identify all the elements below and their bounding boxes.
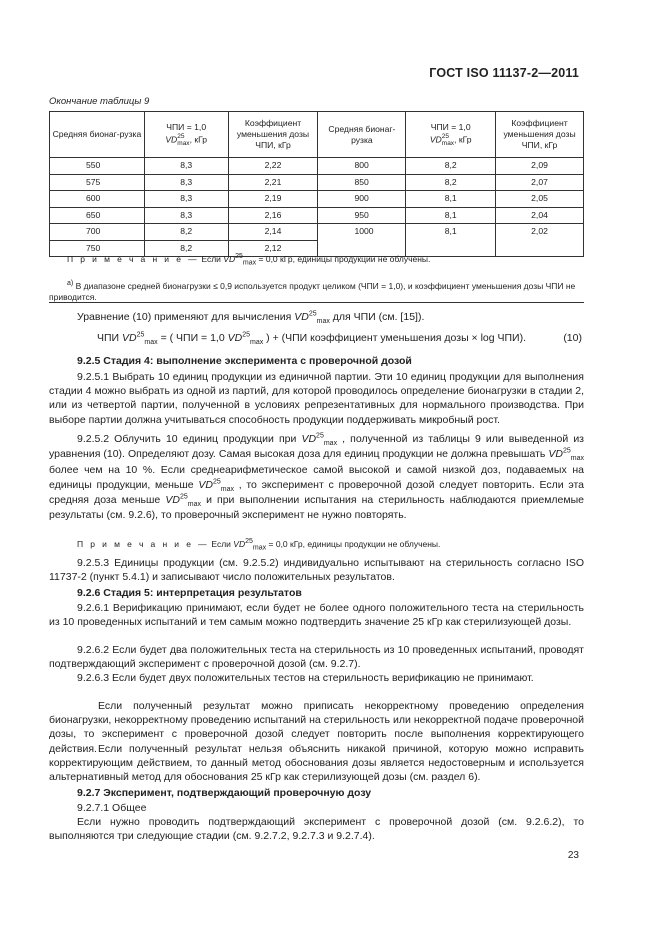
paragraph-9-2-7-1: Если нужно проводить подтверждающий эксперимент с проверочной дозой (см. 9.2.6.2), то выполняются три следующие стадии (см. 9.2.7.2, 9.2.7.3 и 9.2.7.4).: [49, 816, 584, 843]
equation-intro: Уравнение (10) применяют для вычисления $VD^{25}_{max}$ для ЧПИ (см. [15]).: [77, 310, 425, 326]
cell: 2,07: [496, 174, 584, 191]
cell: 800: [318, 158, 406, 175]
table-row: [50, 158, 584, 175]
table-row: [50, 174, 584, 191]
cell: 8,1: [406, 224, 496, 257]
document-header: ГОСТ ISO 11137-2—2011: [429, 66, 579, 80]
table-row: [50, 191, 584, 208]
cell: 2,14: [228, 224, 318, 241]
formula-10: ЧПИ $VD^{25}_{max}$ = ( ЧПИ = 1,0 $VD^{25}_{max}$ ) + (ЧПИ коэффициент уменьшения дозы × log ЧПИ).: [97, 331, 527, 347]
page-number: 23: [567, 850, 579, 861]
section-9-2-7-title: 9.2.7 Эксперимент, подтверждающий проверочную дозу: [77, 787, 372, 799]
cell: 750: [50, 240, 145, 257]
paragraph-9-2-5-1: 9.2.5.1 Выбрать 10 единиц продукции из единичной партии. Эти 10 единиц продукции для выполнения стадии 4 можно выбрать из одной из партий, для которой проводилось определение бионагрузки в стадии 2, или из четвертой партии, полученной в условиях репрезентативных для нормального производства. При выборе партии должна учитываться способность продукции поддерживать микробный рост.: [49, 371, 584, 426]
cell: 2,02: [496, 224, 584, 257]
cell: 575: [50, 174, 145, 191]
table-bottom-rule: [49, 302, 584, 303]
cell: 900: [318, 191, 406, 208]
cell: 600: [50, 191, 145, 208]
cell: 8,2: [406, 174, 496, 191]
cell: 8,3: [144, 191, 228, 208]
table-footnote: $^{a)}$ В диапазоне средней бионагрузки ≤ 0,9 используется продукт целиком (ЧПИ = 1,0), и коэффициент уменьшения дозы ЧПИ не приводится.: [49, 280, 576, 302]
cell: 8,2: [406, 158, 496, 175]
col-header-bioburden-2: Средняя бионаг-рузка: [318, 112, 406, 158]
col-header-vd-2: ЧПИ = 1,0 VD25 max, кГр: [406, 112, 496, 158]
cell: 2,05: [496, 191, 584, 208]
table-9: [49, 111, 584, 257]
cell: 650: [50, 207, 145, 224]
cell: 8,1: [406, 207, 496, 224]
cell: 8,1: [406, 191, 496, 208]
paragraph-9-2-6-1: 9.2.6.1 Верификацию принимают, если будет не более одного положительного теста на стерильность из 10 проведенных испытаний и тем самым можно подтвердить значение 25 кГр как стерилизующей дозы.: [49, 602, 584, 629]
cell: 1000: [318, 224, 406, 257]
cell: 550: [50, 158, 145, 175]
cell: 2,04: [496, 207, 584, 224]
section-9-2-6-title: 9.2.6 Стадия 5: интерпретация результатов: [77, 587, 302, 599]
cell: 2,09: [496, 158, 584, 175]
cell: 8,2: [144, 240, 228, 257]
cell: 700: [50, 224, 145, 241]
cell: 850: [318, 174, 406, 191]
cell: 2,19: [228, 191, 318, 208]
table-row: [50, 207, 584, 224]
cell: 2,12: [228, 240, 318, 257]
col-header-vd: ЧПИ = 1,0 VD25 max, кГр: [144, 112, 228, 158]
cell: 2,21: [228, 174, 318, 191]
paragraph-remedy: Если полученный результат можно приписать некорректному проведению определения бионагрузки, некорректному проведению испытаний на стерильность или некорректной подаче проверочной дозы, то эксперимент с проверочной дозой следует повторить после выполнения корректирующего действия.: [49, 700, 584, 755]
paragraph-9-2-5-3: 9.2.5.3 Единицы продукции (см. 9.2.5.2) индивидуально испытывают на стерильность согласно ISO 11737-2 (пункт 5.4.1) и записывают число положительных результатов.: [49, 557, 584, 584]
formula-number: (10): [563, 332, 582, 344]
cell: 2,22: [228, 158, 318, 175]
paragraph-9-2-6-2: 9.2.6.2 Если будет два положительных теста на стерильность из 10 проведенных испытаний, проводят подтверждающий эксперимент с проверочной дозой (см. 9.2.7).: [49, 644, 584, 671]
cell: 8,3: [144, 174, 228, 191]
section-9-2-5-title: 9.2.5 Стадия 4: выполнение эксперимента с проверочной дозой: [77, 355, 412, 367]
paragraph-9-2-5-2: 9.2.5.2 Облучить 10 единиц продукции при $VD^{25}_{max}$ , полученной из таблицы 9 или выведенной из уравнения (10). Определяют дозу. Самая высокая доза для единиц продукции не должна превышать $VD^{25}_{max}$ более чем на 10 %. Если среднеарифметическое самой высокой и самой низкой доз, подаваемых на единицы продукции, меньше $VD^{25}_{max}$ , то эксперимент с проверочной дозой следует повторить. Если эта средняя доза меньше $VD^{25}_{max}$ и при выполнении испытания на стерильность наблюдаются приемлемые результаты (см. 9.2.6), то проверочный эксперимент не нужно повторять.: [49, 432, 584, 522]
table-note: П р и м е ч а н и е — Если $VD^{25}_{max} = 0,0$ кГр, единицы продукции не облучены.: [67, 253, 431, 267]
section-9-2-7-1-title: 9.2.7.1 Общее: [77, 802, 147, 814]
table-caption: Окончание таблицы 9: [49, 96, 150, 107]
note-2: П р и м е ч а н и е — Если $VD^{25}_{max} = 0,0$ кГр, единицы продукции не облучены.: [77, 538, 441, 552]
col-header-coefficient-2: Коэффициент уменьшения дозы ЧПИ, кГр: [496, 112, 584, 158]
cell: 2,16: [228, 207, 318, 224]
cell: 950: [318, 207, 406, 224]
cell: 8,3: [144, 207, 228, 224]
table-row: [50, 224, 584, 241]
table-header-row: [50, 112, 584, 158]
paragraph-9-2-6-3: 9.2.6.3 Если будет двух положительных тестов на стерильность верификацию не принимают.: [77, 672, 534, 684]
col-header-coefficient: Коэффициент уменьшения дозы ЧПИ, кГр: [228, 112, 318, 158]
cell: 8,2: [144, 224, 228, 241]
cell: 8,3: [144, 158, 228, 175]
col-header-bioburden: Средняя бионаг-рузка: [50, 112, 145, 158]
paragraph-alternative: Если полученный результат нельзя объяснить никакой причиной, которую можно исправить корректирующим действием, то данный метод обоснования дозы является недостоверным и используется альтернативный метод для обоснования 25 кГр как стерилизующей дозы (см. раздел 6).: [49, 743, 584, 784]
